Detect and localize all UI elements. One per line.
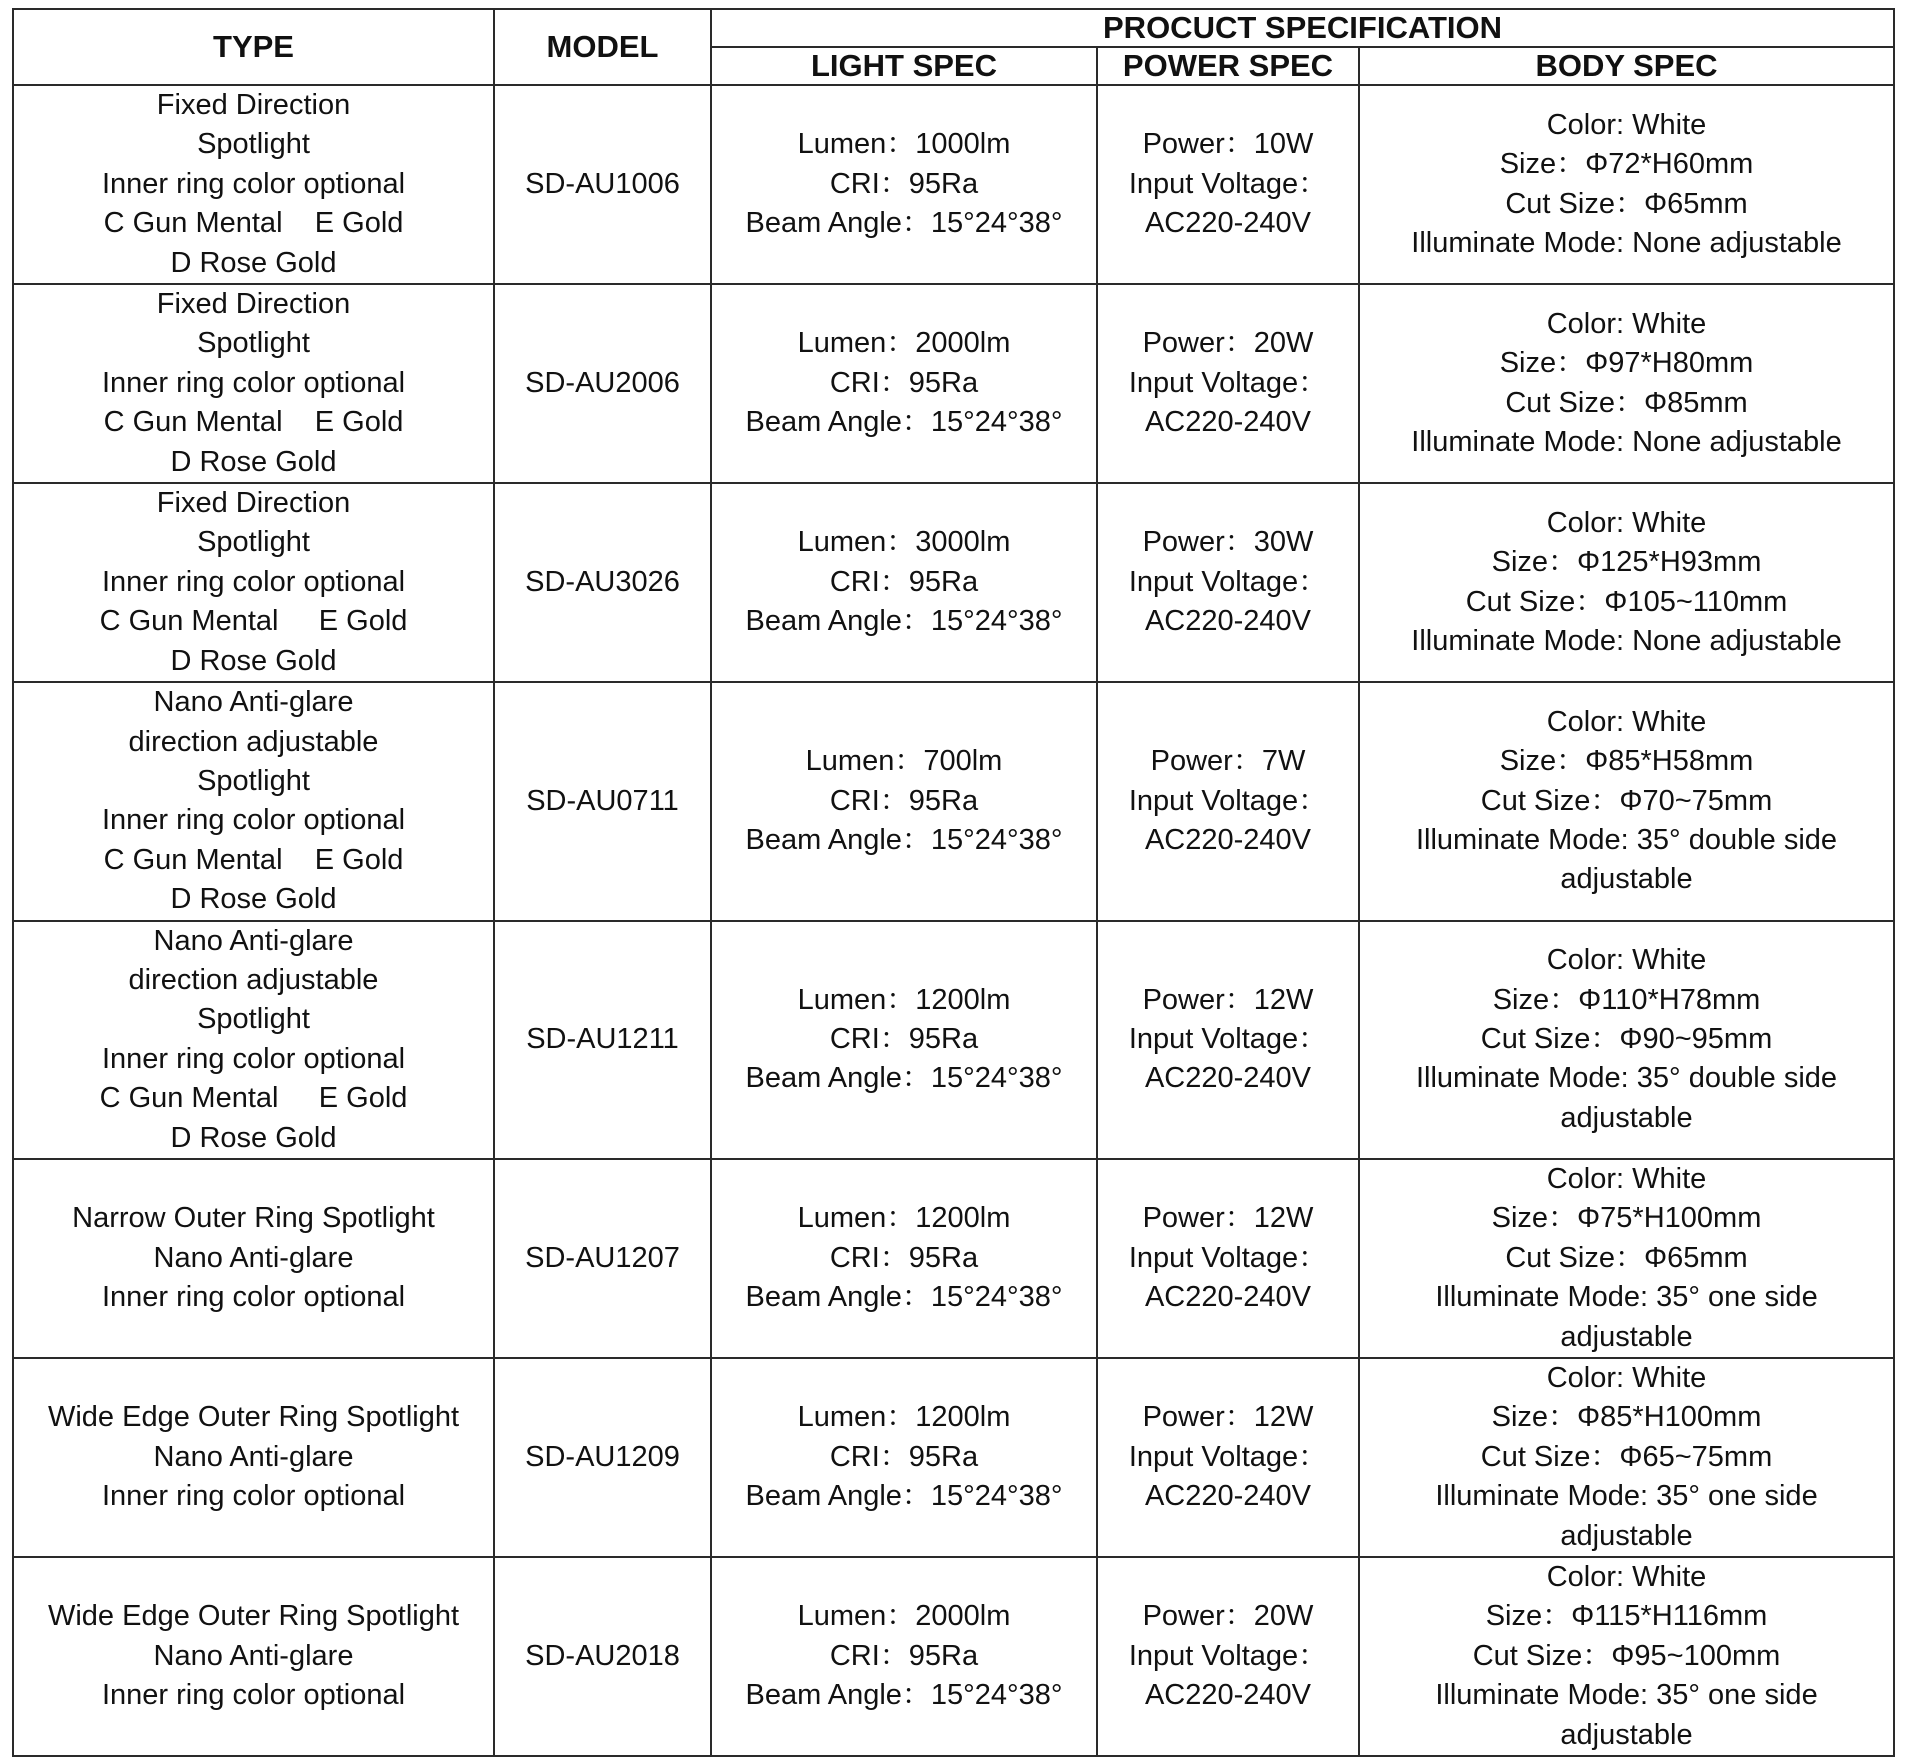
body-spec-cell-line: Color: White	[1546, 307, 1707, 340]
body-spec-cell-line: Size：Φ97*H80mm	[1499, 347, 1754, 380]
body-spec-cell-line: Color: White	[1546, 506, 1707, 539]
type-cell-line: Inner ring color optional	[101, 1281, 406, 1314]
body-spec-cell-line: Cut Size：Φ65~75mm	[1480, 1440, 1773, 1473]
body-spec-cell-line: Illuminate Mode: None adjustable	[1411, 624, 1842, 657]
type-cell-line: Nano Anti-glare	[153, 1440, 354, 1473]
light-spec-cell-line: Lumen：2000lm	[797, 327, 1011, 360]
model-cell	[494, 1557, 711, 1756]
model-cell	[494, 921, 711, 1159]
power-spec-cell-line: Input Voltage：	[1128, 167, 1328, 200]
type-cell-line: C Gun Mental E Gold	[99, 605, 408, 638]
power-spec-cell-line: AC220-240V	[1144, 824, 1312, 857]
type-cell-line: Narrow Outer Ring Spotlight	[72, 1202, 435, 1235]
type-cell-line: C Gun Mental E Gold	[99, 1082, 408, 1115]
body-spec-cell-line: Size：Φ85*H58mm	[1499, 745, 1754, 778]
type-cell-line: D Rose Gold	[170, 1121, 337, 1154]
light-spec-cell-line: CRI：95Ra	[829, 565, 979, 598]
type-cell-line: C Gun Mental E Gold	[103, 406, 404, 439]
power-spec-cell-line: Power：20W	[1142, 327, 1314, 360]
body-spec-cell	[1359, 483, 1894, 682]
type-cell-line: Spotlight	[197, 327, 310, 360]
power-spec-cell-line: Power：20W	[1142, 1600, 1314, 1633]
product-spec-table	[12, 8, 1895, 1757]
light-spec-cell-line: Beam Angle：15°24°38°	[745, 1281, 1063, 1314]
light-spec-cell-line: CRI：95Ra	[829, 167, 979, 200]
type-cell-line: Inner ring color optional	[101, 1679, 406, 1712]
type-cell-line: direction adjustable	[128, 963, 379, 996]
model-cell-value: SD-AU1006	[525, 167, 680, 200]
product-spec-header: PROCUCT SPECIFICATION	[711, 9, 1894, 47]
body-spec-cell-line: Color: White	[1546, 1561, 1707, 1594]
body-spec-cell-line: adjustable	[1560, 1519, 1693, 1552]
light-spec-cell-line: Lumen：1000lm	[797, 128, 1011, 161]
body-spec-cell-line: adjustable	[1560, 1320, 1693, 1353]
light-spec-cell-line: CRI：95Ra	[829, 1639, 979, 1672]
light-spec-cell-line: CRI：95Ra	[829, 1440, 979, 1473]
body-spec-cell-line: Color: White	[1546, 1162, 1707, 1195]
body-spec-cell	[1359, 1159, 1894, 1358]
body-spec-cell-line: Color: White	[1546, 1362, 1707, 1394]
type-header: TYPE	[13, 9, 494, 85]
light-spec-cell	[711, 284, 1097, 483]
light-spec-cell	[711, 921, 1097, 1159]
light-spec-header: LIGHT SPEC	[711, 47, 1097, 85]
model-cell	[494, 682, 711, 920]
power-spec-cell-line: Input Voltage：	[1128, 1440, 1328, 1473]
type-cell-line: Inner ring color optional	[101, 1480, 406, 1513]
power-spec-cell-line: Power：12W	[1142, 1202, 1314, 1235]
light-spec-cell-line: Beam Angle：15°24°38°	[745, 824, 1063, 857]
body-spec-cell-line: Cut Size：Φ90~95mm	[1480, 1023, 1773, 1056]
type-cell-line: Spotlight	[197, 526, 310, 559]
type-cell-line: Spotlight	[197, 764, 310, 797]
type-cell-line: Spotlight	[197, 1003, 310, 1036]
model-cell	[494, 1358, 711, 1557]
body-spec-cell-line: Illuminate Mode: 35° double side	[1415, 1062, 1838, 1095]
type-cell-line: C Gun Mental E Gold	[103, 843, 404, 876]
model-cell-value: SD-AU2018	[525, 1639, 680, 1672]
power-spec-cell-line: Power：7W	[1150, 745, 1306, 778]
type-cell	[13, 284, 494, 483]
power-spec-cell-line: Input Voltage：	[1128, 565, 1328, 598]
light-spec-cell-line: Lumen：2000lm	[797, 1600, 1011, 1633]
type-cell-line: Inner ring color optional	[101, 366, 406, 399]
type-cell	[13, 921, 494, 1159]
body-spec-cell-line: Size：Φ125*H93mm	[1491, 546, 1762, 579]
power-spec-cell-line: Input Voltage：	[1128, 366, 1328, 399]
body-spec-cell-line: Size：Φ110*H78mm	[1492, 983, 1761, 1016]
type-cell	[13, 682, 494, 920]
power-spec-cell	[1097, 284, 1359, 483]
table-row	[13, 921, 1894, 1159]
model-cell-value: SD-AU1209	[525, 1440, 680, 1473]
type-cell-line: Spotlight	[197, 128, 310, 161]
table-row	[13, 1358, 1894, 1557]
body-spec-header: BODY SPEC	[1359, 47, 1894, 85]
body-spec-cell	[1359, 682, 1894, 920]
light-spec-cell	[711, 1358, 1097, 1557]
power-spec-cell-line: AC220-240V	[1144, 207, 1312, 240]
power-spec-cell-line: Input Voltage：	[1128, 1241, 1328, 1274]
type-cell-line: D Rose Gold	[170, 883, 337, 916]
light-spec-cell-line: Beam Angle：15°24°38°	[745, 605, 1063, 638]
type-cell	[13, 85, 494, 284]
power-spec-cell-line: AC220-240V	[1144, 1480, 1312, 1513]
body-spec-cell	[1359, 85, 1894, 284]
power-spec-header: POWER SPEC	[1097, 47, 1359, 85]
type-cell-line: Nano Anti-glare	[153, 924, 354, 957]
body-spec-cell-line: adjustable	[1560, 1101, 1693, 1134]
type-cell-line: Fixed Direction	[156, 288, 351, 321]
power-spec-cell	[1097, 1557, 1359, 1756]
model-header: MODEL	[494, 9, 711, 85]
power-spec-cell-line: AC220-240V	[1144, 1281, 1312, 1314]
type-cell	[13, 483, 494, 682]
power-spec-cell-line: Power：10W	[1142, 128, 1314, 161]
type-cell-line: Inner ring color optional	[101, 565, 406, 598]
table-row	[13, 1159, 1894, 1358]
light-spec-cell	[711, 682, 1097, 920]
body-spec-cell-line: adjustable	[1560, 863, 1693, 896]
power-spec-cell	[1097, 1159, 1359, 1358]
type-cell-line: D Rose Gold	[170, 644, 337, 677]
power-spec-cell-line: Input Voltage：	[1128, 1023, 1328, 1056]
table-row	[13, 284, 1894, 483]
body-spec-cell-line: Illuminate Mode: 35° double side	[1415, 824, 1838, 857]
light-spec-cell-line: CRI：95Ra	[829, 1241, 979, 1274]
power-spec-cell-line: Power：12W	[1142, 983, 1314, 1016]
body-spec-cell-line: Illuminate Mode: 35° one side	[1435, 1480, 1818, 1513]
type-cell-line: D Rose Gold	[170, 246, 337, 279]
light-spec-cell-line: Lumen：3000lm	[797, 526, 1011, 559]
model-cell-value: SD-AU1211	[526, 1023, 679, 1056]
power-spec-cell	[1097, 483, 1359, 682]
body-spec-cell	[1359, 921, 1894, 1159]
type-cell-line: D Rose Gold	[170, 445, 337, 478]
body-spec-cell-line: Size：Φ75*H100mm	[1491, 1202, 1762, 1235]
power-spec-cell	[1097, 1358, 1359, 1557]
type-cell-line: Inner ring color optional	[101, 167, 406, 200]
body-spec-cell	[1359, 1358, 1894, 1557]
body-spec-cell-line: adjustable	[1560, 1718, 1693, 1751]
body-spec-cell-line: Color: White	[1546, 108, 1707, 141]
type-cell-line: Wide Edge Outer Ring Spotlight	[47, 1600, 460, 1633]
power-spec-cell-line: AC220-240V	[1144, 1679, 1312, 1712]
body-spec-cell-line: Illuminate Mode: 35° one side	[1435, 1281, 1818, 1314]
body-spec-cell-line: Illuminate Mode: None adjustable	[1411, 226, 1842, 259]
table-body	[13, 85, 1894, 1756]
light-spec-cell-line: Beam Angle：15°24°38°	[745, 1679, 1063, 1712]
power-spec-cell-line: Power：30W	[1142, 526, 1314, 559]
power-spec-cell	[1097, 921, 1359, 1159]
light-spec-cell-line: Lumen：700lm	[805, 745, 1003, 778]
light-spec-cell-line: CRI：95Ra	[829, 1023, 979, 1056]
body-spec-cell-line: Size：Φ72*H60mm	[1499, 148, 1754, 181]
light-spec-cell-line: Lumen：1200lm	[797, 983, 1011, 1016]
light-spec-cell	[711, 85, 1097, 284]
light-spec-cell-line: CRI：95Ra	[829, 366, 979, 399]
light-spec-cell-line: Beam Angle：15°24°38°	[745, 207, 1063, 240]
light-spec-cell-line: Beam Angle：15°24°38°	[745, 1480, 1063, 1513]
power-spec-cell-line: AC220-240V	[1144, 406, 1312, 439]
type-cell-line: Nano Anti-glare	[153, 686, 354, 719]
body-spec-cell	[1359, 284, 1894, 483]
body-spec-cell-line: Cut Size：Φ95~100mm	[1472, 1639, 1781, 1672]
type-cell-line: Wide Edge Outer Ring Spotlight	[47, 1401, 460, 1434]
model-cell	[494, 1159, 711, 1358]
body-spec-cell-line: Illuminate Mode: None adjustable	[1411, 425, 1842, 458]
type-cell-line: Fixed Direction	[156, 487, 351, 520]
type-cell-line: Nano Anti-glare	[153, 1241, 354, 1274]
body-spec-cell	[1359, 1557, 1894, 1756]
type-cell-line: direction adjustable	[128, 725, 379, 758]
type-cell-line: Nano Anti-glare	[153, 1639, 354, 1672]
light-spec-cell	[711, 483, 1097, 682]
power-spec-cell-line: Input Voltage：	[1128, 784, 1328, 817]
power-spec-cell-line: AC220-240V	[1144, 1062, 1312, 1095]
table-row	[13, 483, 1894, 682]
type-cell-line: Inner ring color optional	[101, 804, 406, 837]
model-cell-value: SD-AU1207	[525, 1241, 680, 1274]
body-spec-cell-line: Illuminate Mode: 35° one side	[1435, 1679, 1818, 1712]
power-spec-cell	[1097, 85, 1359, 284]
table-row	[13, 85, 1894, 284]
model-cell	[494, 483, 711, 682]
model-cell	[494, 85, 711, 284]
light-spec-cell-line: Lumen：1200lm	[797, 1202, 1011, 1235]
model-cell-value: SD-AU0711	[526, 784, 679, 817]
type-cell	[13, 1358, 494, 1557]
type-cell-line: C Gun Mental E Gold	[103, 207, 404, 240]
model-cell	[494, 284, 711, 483]
type-cell-line: Fixed Direction	[156, 89, 351, 121]
power-spec-cell-line: AC220-240V	[1144, 605, 1312, 638]
body-spec-cell-line: Cut Size：Φ105~110mm	[1465, 585, 1788, 618]
body-spec-cell-line: Size：Φ85*H100mm	[1491, 1401, 1762, 1434]
type-cell	[13, 1159, 494, 1358]
model-cell-value: SD-AU2006	[525, 366, 680, 399]
light-spec-cell	[711, 1159, 1097, 1358]
body-spec-cell-line: Cut Size：Φ85mm	[1505, 386, 1748, 419]
body-spec-cell-line: Cut Size：Φ70~75mm	[1480, 784, 1773, 817]
type-cell	[13, 1557, 494, 1756]
body-spec-cell-line: Size：Φ115*H116mm	[1485, 1600, 1768, 1633]
body-spec-cell-line: Color: White	[1546, 705, 1707, 738]
table-header	[13, 9, 1894, 85]
body-spec-cell-line: Cut Size：Φ65mm	[1505, 187, 1748, 220]
light-spec-cell-line: Beam Angle：15°24°38°	[745, 406, 1063, 439]
body-spec-cell-line: Cut Size：Φ65mm	[1505, 1241, 1748, 1274]
power-spec-cell	[1097, 682, 1359, 920]
power-spec-cell-line: Power：12W	[1142, 1401, 1314, 1434]
table-row	[13, 682, 1894, 920]
body-spec-cell-line: Color: White	[1546, 944, 1707, 977]
light-spec-cell-line: CRI：95Ra	[829, 784, 979, 817]
light-spec-cell-line: Beam Angle：15°24°38°	[745, 1062, 1063, 1095]
light-spec-cell	[711, 1557, 1097, 1756]
type-cell-line: Inner ring color optional	[101, 1042, 406, 1075]
header-row-top	[13, 9, 1894, 47]
light-spec-cell-line: Lumen：1200lm	[797, 1401, 1011, 1434]
table-row	[13, 1557, 1894, 1756]
model-cell-value: SD-AU3026	[525, 565, 680, 598]
power-spec-cell-line: Input Voltage：	[1128, 1639, 1328, 1672]
